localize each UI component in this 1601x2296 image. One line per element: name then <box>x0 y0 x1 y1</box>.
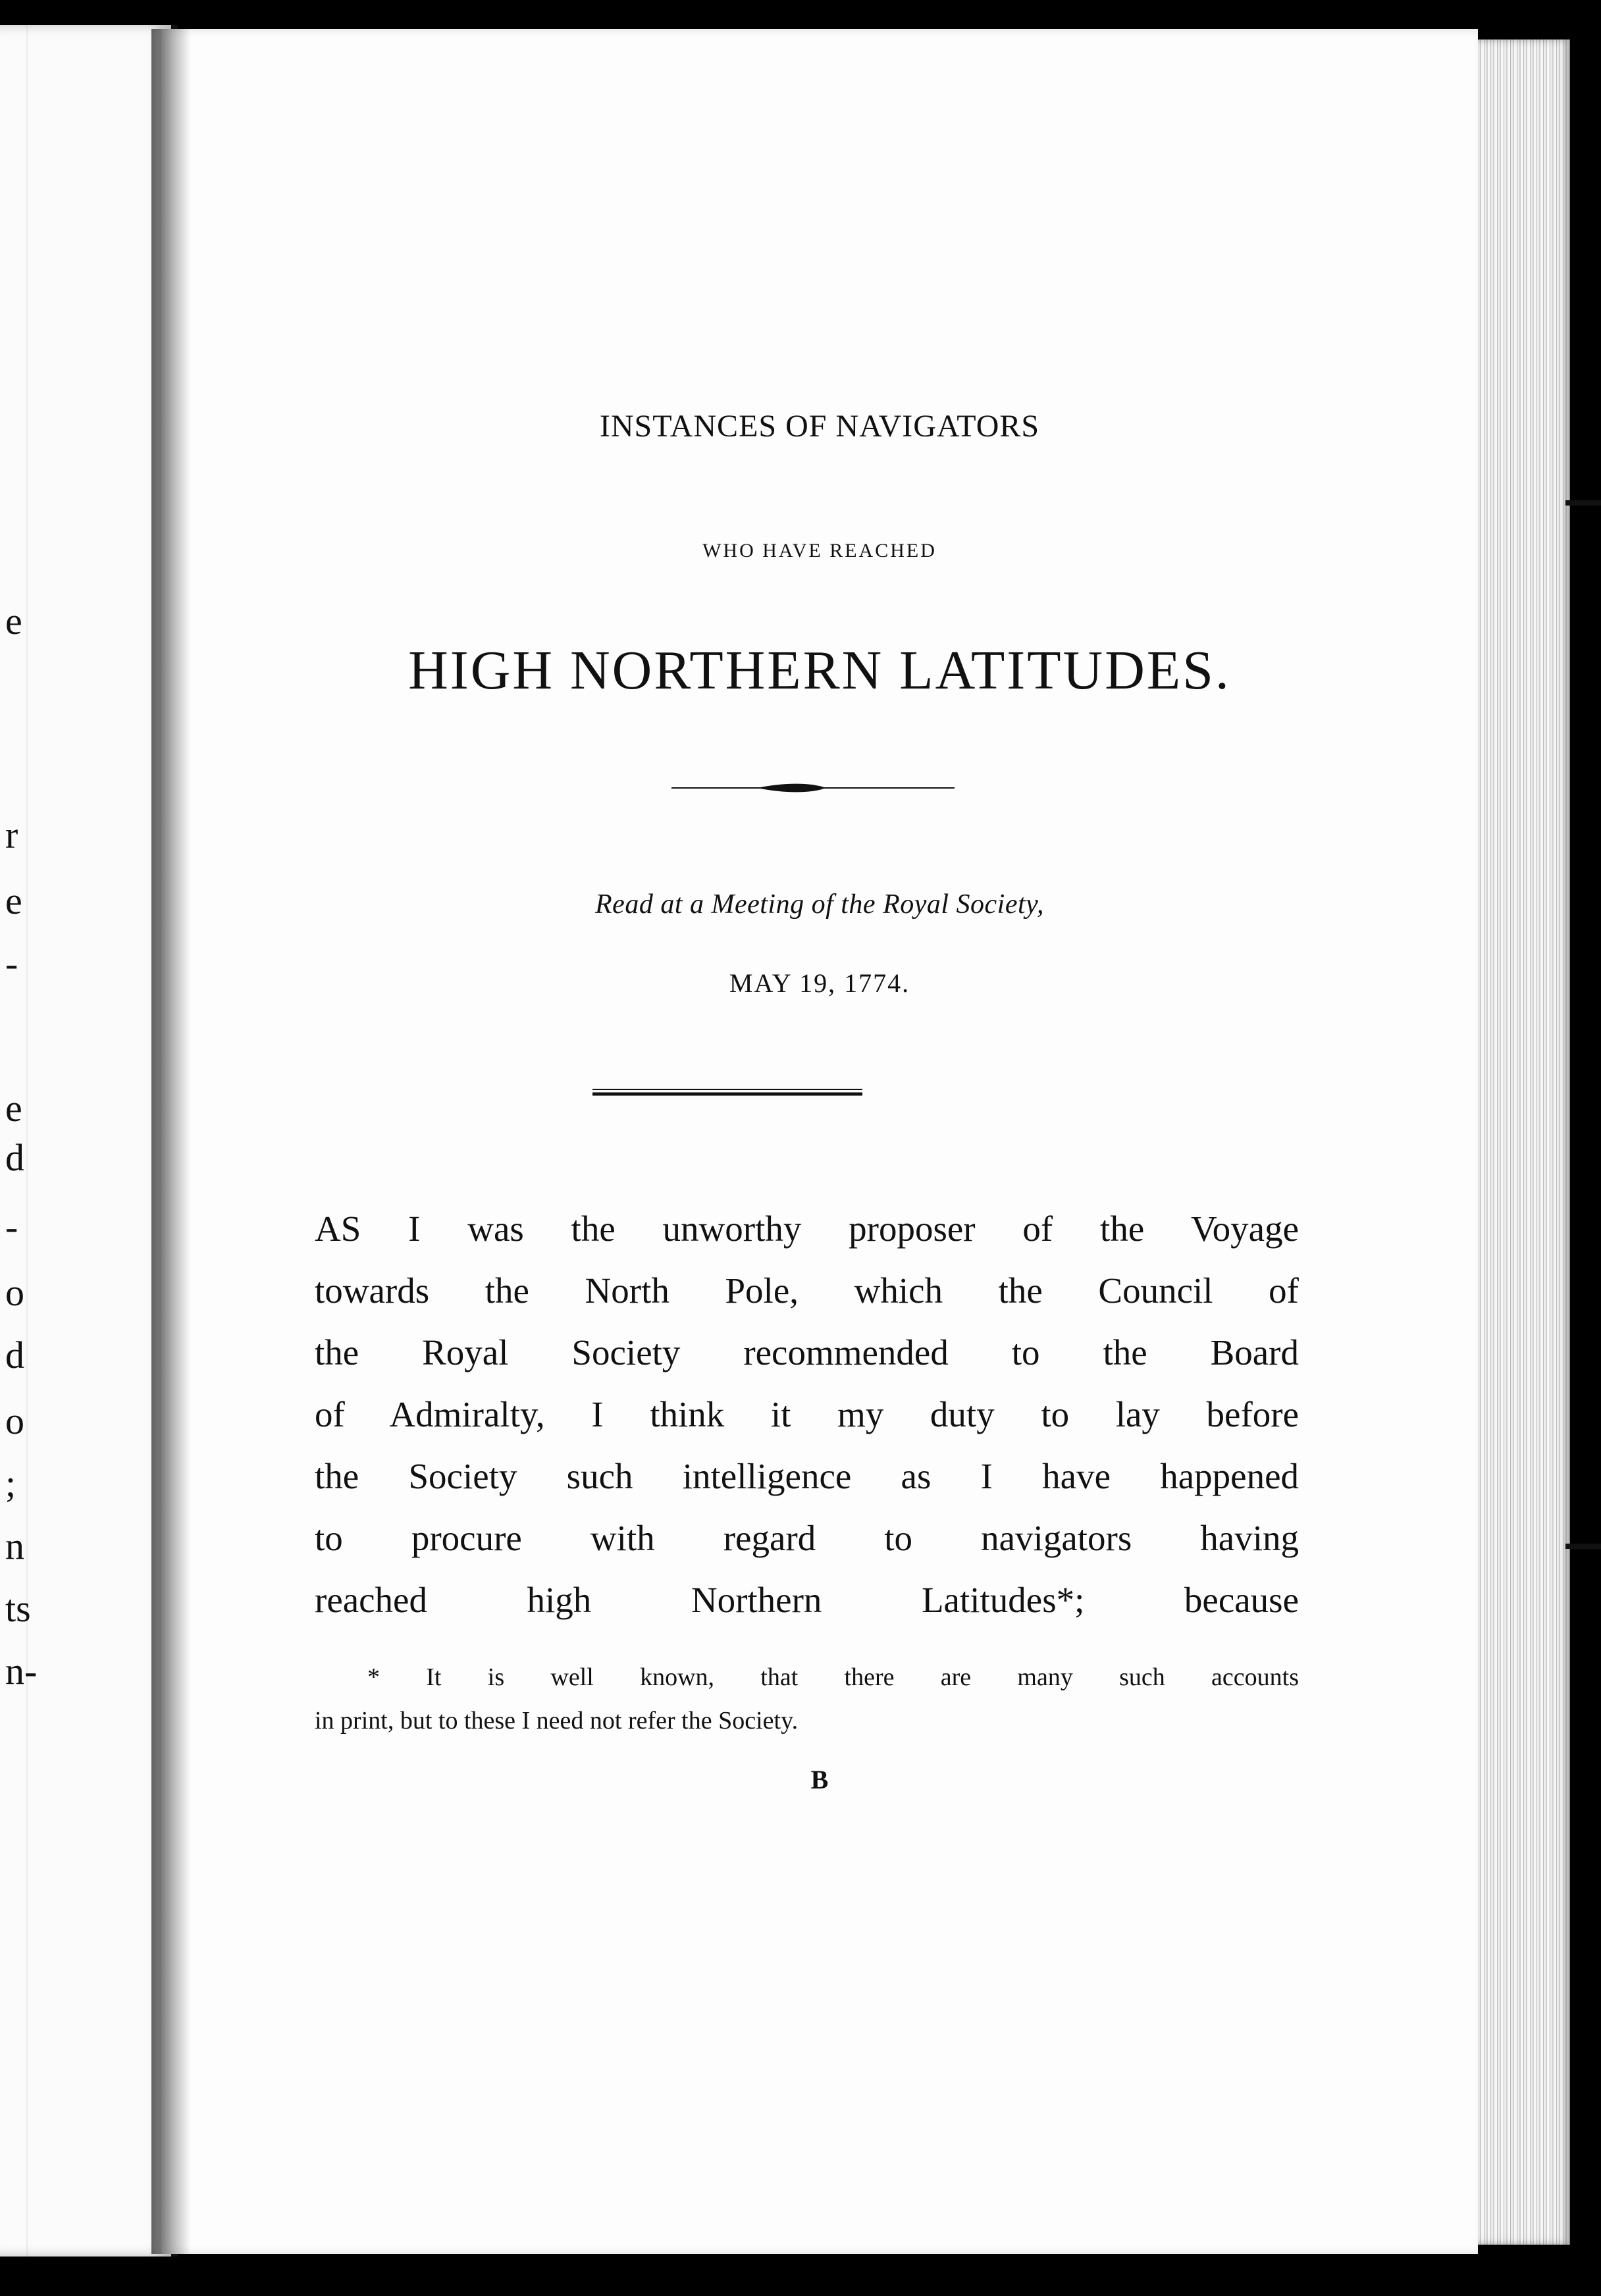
left-fragment: d <box>5 1334 24 1376</box>
edge-mark <box>1565 500 1601 506</box>
left-fragment: n <box>5 1525 24 1567</box>
left-fragment: r <box>5 814 18 856</box>
left-page-cutoff-text <box>0 0 171 2296</box>
body-line: to procure with regard to navigators having <box>315 1518 1299 1558</box>
signature-mark: B <box>810 1765 829 1794</box>
body-line: the Society such intelligence as I have happened <box>315 1456 1299 1496</box>
ornament-divider <box>671 780 955 796</box>
footnote <box>315 1656 1299 1742</box>
left-fragment: o <box>5 1271 24 1314</box>
body-line: of Admiralty, I think it my duty to lay before <box>315 1394 1299 1434</box>
left-fragment: n- <box>5 1650 38 1692</box>
page-content <box>161 0 1478 2296</box>
body-line: reached high Northern Latitudes*; because <box>315 1580 1299 1620</box>
left-fragment: d <box>5 1136 24 1179</box>
left-fragment: ; <box>5 1462 16 1505</box>
body-line: towards the North Pole, which the Council of <box>315 1270 1299 1311</box>
page-edges <box>1478 39 1570 2245</box>
left-fragment: ts <box>5 1587 31 1630</box>
body-line: the Royal Society recommended to the Board <box>315 1332 1299 1372</box>
left-fragment: o <box>5 1399 24 1442</box>
footnote-line: in print, but to these I need not refer the Society. <box>315 1707 799 1735</box>
left-fragment: e <box>5 879 22 922</box>
left-fragment: e <box>5 1087 22 1130</box>
footnote-line: * It is well known, that there are many such accounts <box>367 1663 1299 1691</box>
body-paragraph <box>315 1198 1299 1631</box>
left-fragment: - <box>5 942 18 985</box>
heading-line-2: WHO HAVE REACHED <box>702 540 937 561</box>
meeting-date: MAY 19, 1774. <box>729 968 910 998</box>
heading-line-1: INSTANCES OF NAVIGATORS <box>599 409 1040 444</box>
edge-mark <box>1565 1544 1601 1549</box>
left-fragment: e <box>5 600 22 642</box>
scan-background <box>1570 0 1601 2296</box>
left-fragment: - <box>5 1205 18 1248</box>
body-line: AS I was the unworthy proposer of the Voyage <box>315 1209 1299 1249</box>
double-rule <box>592 1086 862 1098</box>
meeting-note: Read at a Meeting of the Royal Society, <box>595 889 1044 920</box>
page-title: HIGH NORTHERN LATITUDES. <box>408 640 1231 701</box>
